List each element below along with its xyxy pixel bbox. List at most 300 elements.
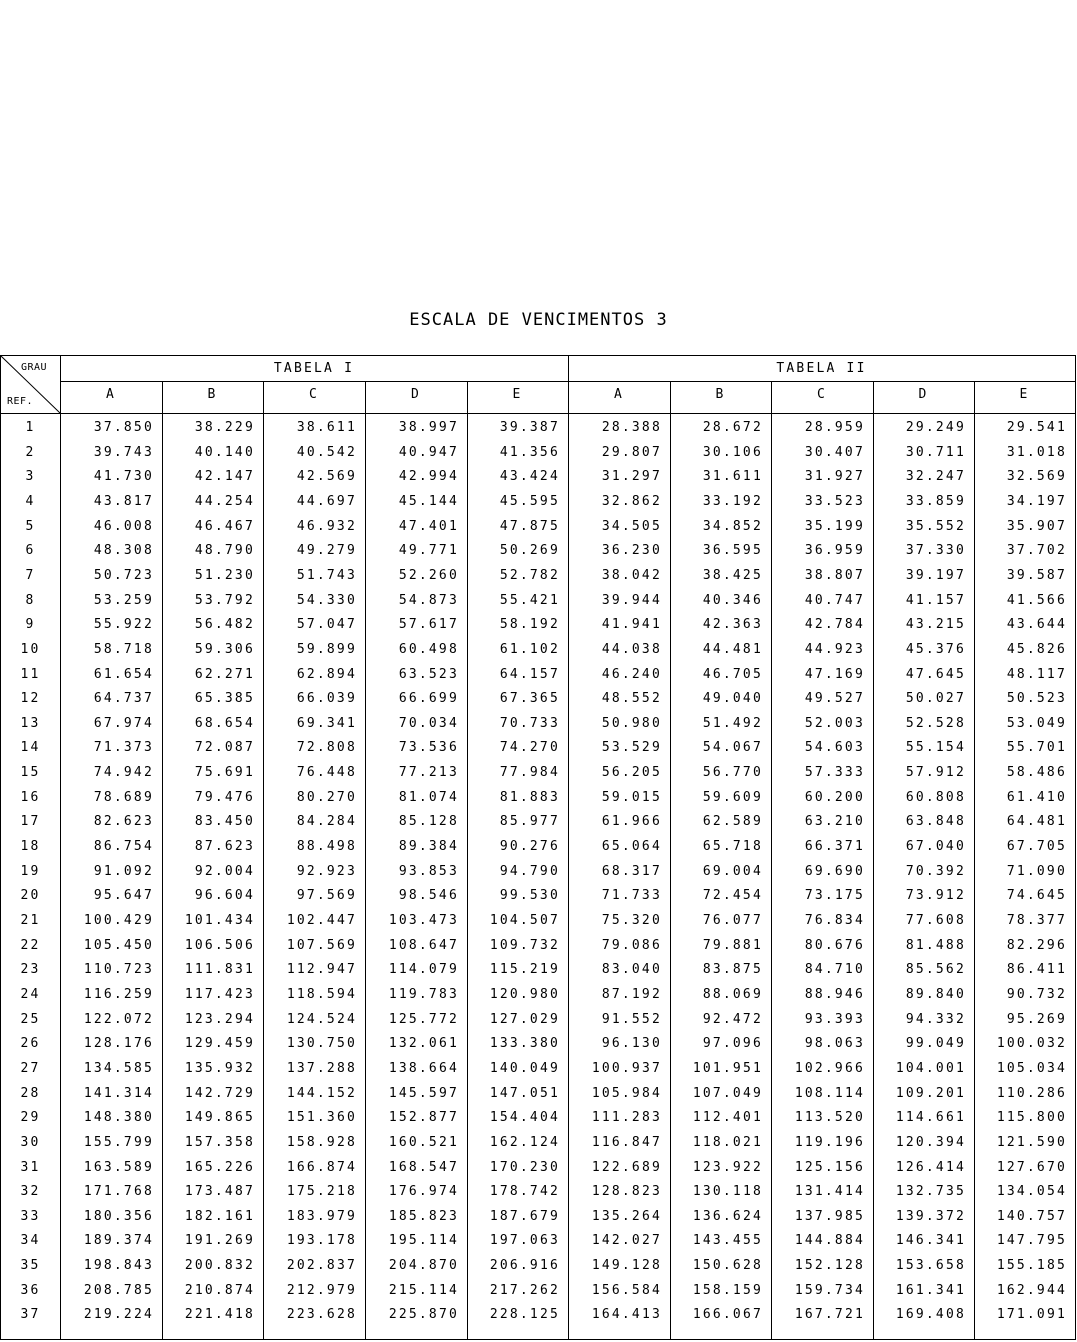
value-cell: 88.498 [296,839,357,855]
value-cell: 131.414 [794,1184,865,1200]
value-cell: 47.645 [905,666,966,682]
value-cell: 180.356 [83,1208,154,1224]
value-cell: 116.847 [591,1134,662,1150]
value-cell: 109.201 [895,1085,966,1101]
value-cell: 57.912 [905,765,966,781]
value-cell: 59.609 [702,789,763,805]
value-cell: 122.072 [83,1011,154,1027]
ref-cell: 9 [25,617,36,633]
value-cell: 102.447 [286,913,357,928]
value-cell: 39.197 [905,567,966,583]
value-cell: 225.870 [388,1307,459,1323]
value-cell: 67.040 [905,839,966,855]
value-cell: 43.644 [1006,617,1067,633]
value-cell: 53.792 [194,592,255,608]
value-cell: 130.118 [692,1184,763,1200]
value-cell: 92.923 [296,863,357,879]
value-cell: 53.049 [1006,715,1067,731]
value-cell: 55.154 [905,740,966,756]
value-cell: 49.279 [296,543,357,559]
value-cell: 37.330 [905,543,966,559]
value-cell: 166.874 [286,1159,357,1175]
value-cell: 42.994 [398,469,459,485]
value-cell: 178.742 [489,1184,560,1200]
value-cell: 110.286 [996,1085,1067,1101]
value-cell: 42.147 [194,469,255,485]
ref-cell: 11 [20,666,41,682]
value-cell: 132.735 [895,1184,966,1200]
value-cell: 126.414 [895,1159,966,1175]
value-cell: 68.654 [194,715,255,731]
value-cell: 44.038 [601,641,662,657]
value-cell: 162.124 [489,1134,560,1150]
value-cell: 139.372 [895,1208,966,1224]
value-cell: 60.200 [804,789,865,805]
value-cell: 52.003 [804,715,865,731]
value-cell: 61.966 [601,814,662,830]
value-cell: 210.874 [184,1282,255,1298]
value-cell: 49.771 [398,543,459,559]
value-cell: 92.472 [702,1011,763,1027]
value-cell: 44.481 [702,641,763,657]
value-cell: 67.365 [499,691,560,707]
value-cell: 38.042 [601,567,662,583]
value-cell: 170.230 [489,1159,560,1175]
value-cell: 43.215 [905,617,966,633]
ref-cell: 8 [25,592,36,608]
value-cell: 45.376 [905,641,966,657]
value-cell: 48.117 [1006,666,1067,682]
ref-cell: 37 [20,1307,41,1323]
ref-cell: 2 [25,444,36,460]
value-cell: 46.240 [601,666,662,682]
value-cell: 166.067 [692,1307,763,1323]
value-cell: 34.852 [702,518,763,534]
value-cell: 80.270 [296,789,357,805]
value-cell: 157.358 [184,1134,255,1150]
ref-cell: 21 [20,913,41,928]
value-cell: 35.552 [905,518,966,534]
value-cell: 90.276 [499,839,560,855]
value-cell: 137.288 [286,1060,357,1076]
value-cell: 79.881 [702,937,763,953]
value-cell: 176.974 [388,1184,459,1200]
value-cell: 32.569 [1006,469,1067,485]
ref-cell: 28 [20,1085,41,1101]
value-cell: 38.425 [702,567,763,583]
value-cell: 40.747 [804,592,865,608]
value-cell: 76.448 [296,765,357,781]
value-cell: 78.689 [93,789,154,805]
value-cell: 47.169 [804,666,865,682]
value-cell: 168.547 [388,1159,459,1175]
value-cell: 134.585 [83,1060,154,1076]
ref-cell: 1 [25,420,36,435]
value-cell: 41.941 [601,617,662,633]
value-cell: 146.341 [895,1233,966,1249]
value-cell: 94.332 [905,1011,966,1027]
value-cell: 59.899 [296,641,357,657]
value-cell: 107.569 [286,937,357,953]
value-cell: 69.690 [804,863,865,879]
value-cell: 45.826 [1006,641,1067,657]
value-cell: 77.213 [398,765,459,781]
value-cell: 62.589 [702,814,763,830]
value-cell: 44.254 [194,493,255,509]
value-cell: 120.394 [895,1134,966,1150]
value-cell: 74.942 [93,765,154,781]
value-cell: 99.530 [499,888,560,904]
value-cell: 38.611 [296,420,357,435]
value-cell: 110.723 [83,962,154,978]
value-cell: 144.884 [794,1233,865,1249]
value-cell: 31.927 [804,469,865,485]
value-cell: 38.229 [194,420,255,435]
value-cell: 182.161 [184,1208,255,1224]
value-cell: 193.178 [286,1233,357,1249]
ref-cell: 29 [20,1110,41,1126]
value-cell: 63.523 [398,666,459,682]
value-cell: 108.647 [388,937,459,953]
value-cell: 111.831 [184,962,255,978]
value-cell: 154.404 [489,1110,560,1126]
value-cell: 125.156 [794,1159,865,1175]
value-cell: 41.356 [499,444,560,460]
value-cell: 118.021 [692,1134,763,1150]
value-cell: 42.784 [804,617,865,633]
value-cell: 206.916 [489,1258,560,1274]
value-cell: 56.205 [601,765,662,781]
value-cell: 28.959 [804,420,865,435]
value-cell: 183.979 [286,1208,357,1224]
value-cell: 116.259 [83,986,154,1002]
value-cell: 101.951 [692,1060,763,1076]
value-cell: 72.454 [702,888,763,904]
value-cell: 66.039 [296,691,357,707]
value-cell: 50.027 [905,691,966,707]
value-cell: 29.249 [905,420,966,435]
value-cell: 97.096 [702,1036,763,1052]
value-cell: 55.701 [1006,740,1067,756]
value-cell: 109.732 [489,937,560,953]
value-cell: 47.401 [398,518,459,534]
value-cell: 171.091 [996,1307,1067,1323]
ref-cell: 7 [25,567,36,583]
value-cell: 155.185 [996,1258,1067,1274]
value-cell: 76.834 [804,913,865,928]
value-cell: 56.770 [702,765,763,781]
value-cell: 33.192 [702,493,763,509]
value-cell: 54.873 [398,592,459,608]
ref-cell: 30 [20,1134,41,1150]
value-cell: 111.283 [591,1110,662,1126]
value-cell: 42.363 [702,617,763,633]
value-cell: 125.772 [388,1011,459,1027]
value-cell: 74.270 [499,740,560,756]
corner-grau-label: GRAU [21,362,48,373]
value-cell: 30.106 [702,444,763,460]
value-cell: 33.523 [804,493,865,509]
value-cell: 51.743 [296,567,357,583]
value-cell: 169.408 [895,1307,966,1323]
value-cell: 75.320 [601,913,662,928]
value-cell: 221.418 [184,1307,255,1323]
value-cell: 191.269 [184,1233,255,1249]
value-cell: 84.284 [296,814,357,830]
value-cell: 208.785 [83,1282,154,1298]
value-cell: 31.297 [601,469,662,485]
value-cell: 204.870 [388,1258,459,1274]
value-cell: 45.595 [499,493,560,509]
value-cell: 73.175 [804,888,865,904]
table-group-header: TABELA II [776,361,867,376]
value-cell: 91.552 [601,1011,662,1027]
ref-cell: 12 [20,691,41,707]
value-cell: 83.875 [702,962,763,978]
value-cell: 46.932 [296,518,357,534]
value-cell: 44.923 [804,641,865,657]
value-cell: 95.269 [1006,1011,1067,1027]
value-cell: 108.114 [794,1085,865,1101]
value-cell: 82.296 [1006,937,1067,953]
value-cell: 171.768 [83,1184,154,1200]
value-cell: 50.523 [1006,691,1067,707]
value-cell: 65.718 [702,839,763,855]
value-cell: 61.654 [93,666,154,682]
value-cell: 85.128 [398,814,459,830]
value-cell: 197.063 [489,1233,560,1249]
value-cell: 219.224 [83,1307,154,1323]
value-cell: 40.947 [398,444,459,460]
ref-cell: 16 [20,789,41,805]
value-cell: 88.069 [702,986,763,1002]
value-cell: 43.424 [499,469,560,485]
value-cell: 123.294 [184,1011,255,1027]
value-cell: 143.455 [692,1233,763,1249]
value-cell: 90.732 [1006,986,1067,1002]
value-cell: 150.628 [692,1258,763,1274]
ref-cell: 32 [20,1184,41,1200]
value-cell: 102.966 [794,1060,865,1076]
ref-cell: 14 [20,740,41,756]
value-cell: 40.542 [296,444,357,460]
value-cell: 71.733 [601,888,662,904]
value-cell: 53.529 [601,740,662,756]
value-cell: 93.853 [398,863,459,879]
value-cell: 80.676 [804,937,865,953]
value-cell: 127.029 [489,1011,560,1027]
value-cell: 59.306 [194,641,255,657]
value-cell: 135.932 [184,1060,255,1076]
value-cell: 95.647 [93,888,154,904]
value-cell: 49.040 [702,691,763,707]
value-cell: 160.521 [388,1134,459,1150]
ref-cell: 35 [20,1258,41,1274]
value-cell: 57.617 [398,617,459,633]
value-cell: 79.476 [194,789,255,805]
value-cell: 185.823 [388,1208,459,1224]
ref-cell: 31 [20,1159,41,1175]
value-cell: 100.032 [996,1036,1067,1052]
value-cell: 92.004 [194,863,255,879]
value-cell: 76.077 [702,913,763,928]
value-cell: 32.862 [601,493,662,509]
value-cell: 46.705 [702,666,763,682]
value-cell: 50.269 [499,543,560,559]
ref-cell: 22 [20,937,41,953]
value-cell: 45.144 [398,493,459,509]
grade-header: E [512,387,523,402]
value-cell: 85.562 [905,962,966,978]
value-cell: 84.710 [804,962,865,978]
value-cell: 89.840 [905,986,966,1002]
ref-cell: 6 [25,543,36,559]
value-cell: 53.259 [93,592,154,608]
value-cell: 82.623 [93,814,154,830]
value-cell: 50.723 [93,567,154,583]
value-cell: 228.125 [489,1307,560,1323]
value-cell: 200.832 [184,1258,255,1274]
value-cell: 61.410 [1006,789,1067,805]
value-cell: 40.140 [194,444,255,460]
value-cell: 96.604 [194,888,255,904]
value-cell: 58.486 [1006,765,1067,781]
salary-scale-table [0,355,1076,1340]
value-cell: 202.837 [286,1258,357,1274]
value-cell: 30.711 [905,444,966,460]
value-cell: 137.985 [794,1208,865,1224]
value-cell: 129.459 [184,1036,255,1052]
value-cell: 64.157 [499,666,560,682]
value-cell: 134.054 [996,1184,1067,1200]
value-cell: 81.883 [499,789,560,805]
grade-header: B [207,387,218,402]
value-cell: 63.848 [905,814,966,830]
value-cell: 57.333 [804,765,865,781]
value-cell: 38.997 [398,420,459,435]
ref-cell: 23 [20,962,41,978]
value-cell: 153.658 [895,1258,966,1274]
grade-header: C [308,387,320,402]
value-cell: 173.487 [184,1184,255,1200]
value-cell: 89.384 [398,839,459,855]
value-cell: 112.401 [692,1110,763,1126]
value-cell: 105.984 [591,1085,662,1101]
value-cell: 36.230 [601,543,662,559]
ref-cell: 19 [20,863,41,879]
value-cell: 83.450 [194,814,255,830]
value-cell: 156.584 [591,1282,662,1298]
value-cell: 98.546 [398,888,459,904]
value-cell: 83.040 [601,962,662,978]
ref-cell: 24 [20,986,41,1002]
value-cell: 114.079 [388,962,459,978]
value-cell: 217.262 [489,1282,560,1298]
ref-cell: 33 [20,1208,41,1224]
value-cell: 85.977 [499,814,560,830]
value-cell: 28.388 [601,420,662,435]
value-cell: 149.128 [591,1258,662,1274]
value-cell: 96.130 [601,1036,662,1052]
value-cell: 55.421 [499,592,560,608]
value-cell: 128.823 [591,1184,662,1200]
value-cell: 151.360 [286,1110,357,1126]
value-cell: 119.196 [794,1134,865,1150]
value-cell: 28.672 [702,420,763,435]
corner-ref-label: REF. [7,396,34,407]
value-cell: 87.192 [601,986,662,1002]
value-cell: 86.754 [93,839,154,855]
value-cell: 123.922 [692,1159,763,1175]
value-cell: 189.374 [83,1233,154,1249]
grade-header: B [715,387,726,402]
value-cell: 29.541 [1006,420,1067,435]
value-cell: 163.589 [83,1159,154,1175]
ref-cell: 15 [20,765,41,781]
value-cell: 117.423 [184,986,255,1002]
value-cell: 101.434 [184,913,255,928]
value-cell: 48.552 [601,691,662,707]
value-cell: 152.128 [794,1258,865,1274]
value-cell: 155.799 [83,1134,154,1150]
value-cell: 55.922 [93,617,154,633]
value-cell: 128.176 [83,1036,154,1052]
value-cell: 73.912 [905,888,966,904]
header-rule [60,381,1075,382]
value-cell: 39.944 [601,592,662,608]
value-cell: 30.407 [804,444,865,460]
grade-header: D [410,387,422,402]
value-cell: 41.730 [93,469,154,485]
value-cell: 62.271 [194,666,255,682]
value-cell: 121.590 [996,1134,1067,1150]
value-cell: 70.392 [905,863,966,879]
grade-header: D [918,387,929,402]
value-cell: 78.377 [1006,913,1067,928]
value-cell: 52.782 [499,567,560,583]
value-cell: 38.807 [804,567,865,583]
value-cell: 51.492 [702,715,763,731]
value-cell: 144.152 [286,1085,357,1101]
value-cell: 42.569 [296,469,357,485]
value-cell: 48.790 [194,543,255,559]
value-cell: 133.380 [489,1036,560,1052]
value-cell: 119.783 [388,986,459,1002]
value-cell: 35.199 [804,518,865,534]
value-cell: 175.218 [286,1184,357,1200]
value-cell: 106.506 [184,937,255,953]
value-cell: 115.219 [489,962,560,978]
value-cell: 81.074 [398,789,459,805]
value-cell: 135.264 [591,1208,662,1224]
value-cell: 77.608 [905,913,966,928]
value-cell: 68.317 [601,863,662,879]
ref-cell: 25 [20,1011,41,1027]
value-cell: 136.624 [692,1208,763,1224]
grade-header: C [816,387,828,402]
value-cell: 75.691 [194,765,255,781]
value-cell: 67.705 [1006,839,1067,855]
value-cell: 73.536 [398,740,459,756]
value-cell: 66.371 [804,839,865,855]
value-cell: 112.947 [286,962,357,978]
value-cell: 107.049 [692,1085,763,1101]
value-cell: 87.623 [194,839,255,855]
ref-cell: 34 [20,1233,41,1249]
value-cell: 74.645 [1006,888,1067,904]
value-cell: 149.865 [184,1110,255,1126]
value-cell: 37.850 [93,420,154,435]
